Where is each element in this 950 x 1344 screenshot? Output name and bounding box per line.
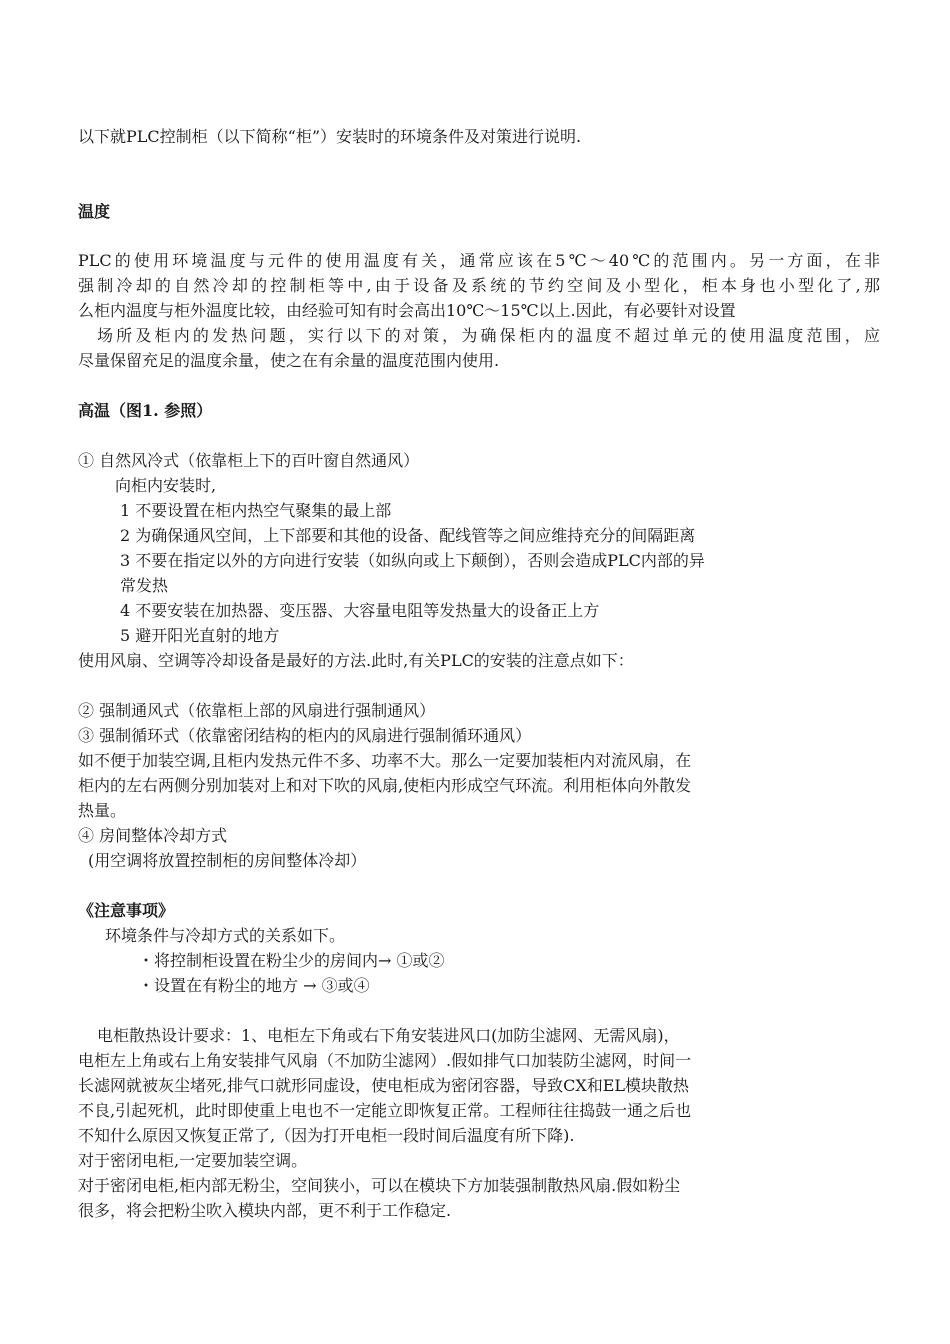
cabinet-line-7: 对于密闭电柜,柜内部无粉尘，空间狭小，可以在模块下方加装强制散热风扇.假如粉尘 bbox=[78, 1176, 681, 1195]
method-3-desc-line-1: 如不便于加装空调,且柜内发热元件不多、功率不大。那么一定要加装柜内对流风扇，在 bbox=[78, 751, 692, 770]
temperature-line-5: 尽量保留充足的温度余量，使之在有余量的温度范围内使用. bbox=[78, 351, 500, 370]
fan-note: 使用风扇、空调等冷却设备是最好的方法.此时,有关PLC的安装的注意点如下： bbox=[78, 651, 634, 670]
cabinet-line-6: 对于密闭电柜,一定要加装空调。 bbox=[78, 1151, 308, 1170]
install-rule-4: 4 不要安装在加热器、变压器、大容量电阻等发热量大的设备正上方 bbox=[120, 601, 600, 620]
temperature-heading: 温度 bbox=[78, 202, 111, 221]
method-4-room-cooling: ④ 房间整体冷却方式 bbox=[78, 826, 228, 845]
notes-item-2: ・设置在有粉尘的地方 → ③或④ bbox=[138, 976, 370, 995]
cabinet-line-5: 不知什么原因又恢复正常了,（因为打开电柜一段时间后温度有所下降). bbox=[78, 1126, 575, 1145]
install-rule-3: 3 不要在指定以外的方向进行安装（如纵向或上下颠倒），否则会造成PLC内部的异 bbox=[120, 551, 705, 570]
high-temp-heading: 高温（图1. 参照） bbox=[78, 401, 213, 420]
cabinet-line-2: 电柜左上角或右上角安装排气风扇（不加防尘滤网）.假如排气口加装防尘滤网，时间一 bbox=[78, 1051, 692, 1070]
install-rule-2: 2 为确保通风空间，上下部要和其他的设备、配线管等之间应维持充分的间隔距离 bbox=[120, 526, 696, 545]
install-rule-5: 5 避开阳光直射的地方 bbox=[120, 626, 280, 645]
install-rule-1: 1 不要设置在柜内热空气聚集的最上部 bbox=[120, 501, 392, 520]
method-1-natural-cooling: ① 自然风冷式（依靠柜上下的百叶窗自然通风） bbox=[78, 451, 420, 470]
method-2-forced-ventilation: ② 强制通风式（依靠柜上部的风扇进行强制通风） bbox=[78, 701, 436, 720]
install-intro: 向柜内安装时, bbox=[115, 476, 217, 495]
install-rule-3-continued: 常发热 bbox=[120, 576, 169, 595]
method-3-forced-circulation: ③ 强制循环式（依靠密闭结构的柜内的风扇进行强制循环通风） bbox=[78, 726, 532, 745]
temperature-line-4: 场所及柜内的发热问题，实行以下的对策，为确保柜内的温度不超过单元的使用温度范围，应 bbox=[97, 326, 880, 345]
cabinet-line-8: 很多，将会把粉尘吹入模块内部，更不利于工作稳定. bbox=[78, 1201, 452, 1220]
method-3-desc-line-3: 热量。 bbox=[78, 801, 127, 820]
notes-item-1: ・将控制柜设置在粉尘少的房间内→ ①或② bbox=[138, 951, 445, 970]
cabinet-line-1: 电柜散热设计要求：1、电柜左下角或右下角安装进风口(加防尘滤网、无需风扇)， bbox=[97, 1026, 680, 1045]
temperature-line-1: PLC的使用环境温度与元件的使用温度有关，通常应该在5℃～40℃的范围内。另一方面，在非 bbox=[78, 251, 880, 270]
intro-paragraph: 以下就PLC控制柜（以下简称“柜”）安装时的环境条件及对策进行说明. bbox=[78, 127, 582, 146]
temperature-line-2: 强制冷却的自然冷却的控制柜等中,由于设备及系统的节约空间及小型化，柜本身也小型化了,那 bbox=[78, 276, 880, 295]
cabinet-line-3: 长滤网就被灰尘堵死,排气口就形同虚设，使电柜成为密闭容器，导致CX和EL模块散热 bbox=[78, 1076, 690, 1095]
cabinet-line-4: 不良,引起死机，此时即使重上电也不一定能立即恢复正常。工程师往往捣鼓一通之后也 bbox=[78, 1101, 692, 1120]
notes-intro: 环境条件与冷却方式的关系如下。 bbox=[105, 926, 346, 945]
method-4-desc: (用空调将放置控制柜的房间整体冷却） bbox=[88, 851, 367, 870]
notes-heading: 《注意事项》 bbox=[78, 901, 175, 920]
temperature-line-3: 么柜内温度与柜外温度比较，由经验可知有时会高出10℃～15℃以上.因此，有必要针对设置 bbox=[78, 301, 736, 320]
method-3-desc-line-2: 柜内的左右两侧分别加装对上和对下吹的风扇,使柜内形成空气环流。利用柜体向外散发 bbox=[78, 776, 692, 795]
